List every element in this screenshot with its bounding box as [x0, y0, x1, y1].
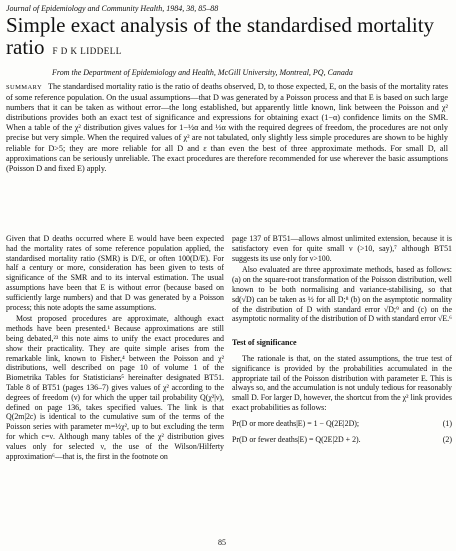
summary: [6, 82, 448, 174]
right-column: [232, 234, 452, 444]
summary-label: SUMMARY: [6, 84, 43, 91]
left-paragraph-2: Most proposed procedures are approximate, although exact methods have been presented.¹ Because approximations are still being debated,²³ this note aims to unify the exact procedures and show their practicality. They are quite simple arises from the remarkable link, known to Fisher,⁴ between the Poisson and χ² distributions, well described on page 10 of volume 1 of the Biometrika Tables for Statisticians⁵ hereinafter designated BT51. Table 8 of BT51 (pages 136–7) gives values of χ² according to the degrees of freedom (ν) for which the upper tail probability Q(χ²|ν), defined on page 136, takes specified values. The link is that Q(2m|2c) is identical to the cumulative sum of the terms of the Poisson series with parameter m=½χ², up to but excluding the term for which c=ν. Although many tables of the χ² distribution gives values only for selected ν, the use of the Wilson/Hilferty approximation⁶—that is, the first in the footnote on: [6, 314, 224, 461]
title-block: [6, 14, 452, 62]
summary-text: The standardised mortality ratio is the ratio of deaths observed, D, to those expected, E, on the basis of the mortality rates of some reference population. On the usual assumptions—that D was generated by a Poisson process and that E is based on such large numbers that it can be taken as without error—the long established, but apparently little known, link between the Poisson and χ² distributions provides both an exact test of significance and expressions for obtaining exact (1−α) confidence limits on the SMR. When a table of the χ² distribution gives values for 1−½α and ½α with the required degrees of freedom, the procedures are not only precise but very simple. When the required values of χ² are not tabulated, only slightly less simple procedures are shown to be highly reliable for D>5; they are more reliable for all D and ε than even the best of three approximate methods. For small D, all approximations can be seriously unreliable. The exact procedures are therefore recommended for use wherever the basic assumptions (Poisson D and fixed E) apply.: [6, 82, 449, 173]
title-line-2: [6, 36, 452, 62]
equation-1: [232, 419, 452, 429]
equation-2-text: Pr(D or fewer deaths|E) = Q(2E|2D + 2).: [232, 434, 361, 444]
author: F D K LIDDELL: [52, 46, 122, 56]
right-paragraph-2: Also evaluated are three approximate methods, based as follows: (a) on the square-root transformation of the Poisson distribution, well known to be both normalising and variance-stabilising, so that sd(√D) can be taken as ½ for all D;⁸ (b) on the asymptotic normality of the distribution of D with standard error √D;⁹ and (c) on the asymptotic normality of the distribution of D with standard error √E.⁶: [232, 265, 452, 324]
journal-line: Journal of Epidemiology and Community Health, 1984, 38, 85–88: [6, 4, 219, 13]
section-paragraph: The rationale is that, on the stated assumptions, the true test of significance is provided by the probabilities accumulated in the appropriate tail of the Poisson distribution with parameter E. This is always so, and the accumulation is not unduly tedious for reasonably small D. For larger D, however, the shortcut from the χ² link provides exact probabilities as follows:: [232, 353, 452, 412]
equation-1-number: (1): [442, 418, 452, 428]
equation-2-number: (2): [442, 434, 452, 444]
left-paragraph-1: Given that D deaths occurred where E would have been expected had the mortality rates of some reference population applied, the standardised mortality ratio (SMR) is D/E, or often 100(D/E). For half a century or more, consideration has been given to tests of significance of the SMR and to its interval estimation. The usual assumptions have been that E is without error (because based on sufficiently large numbers) and that D was generated by a Poisson process; this note adopts the same assumptions.: [6, 234, 224, 312]
section-heading: Test of significance: [232, 338, 297, 348]
left-column: [6, 234, 224, 463]
title-line-1: Simple exact analysis of the standardised mortality: [6, 13, 435, 37]
right-paragraph-1: page 137 of BT51—allows almost unlimited extension, because it is satisfactory even for quite small ν (>10, say),⁷ although BT51 suggests its use only for ν>100.: [232, 234, 452, 263]
title-line-2-text: ratio: [6, 35, 45, 59]
affiliation: From the Department of Epidemiology and Health, McGill University, Montreal, PQ, Canada: [52, 68, 353, 77]
page-number: 85: [218, 538, 226, 547]
equation-2: [232, 435, 452, 445]
equation-1-text: Pr(D or more deaths|E) = 1 − Q(2E|2D);: [232, 418, 360, 428]
